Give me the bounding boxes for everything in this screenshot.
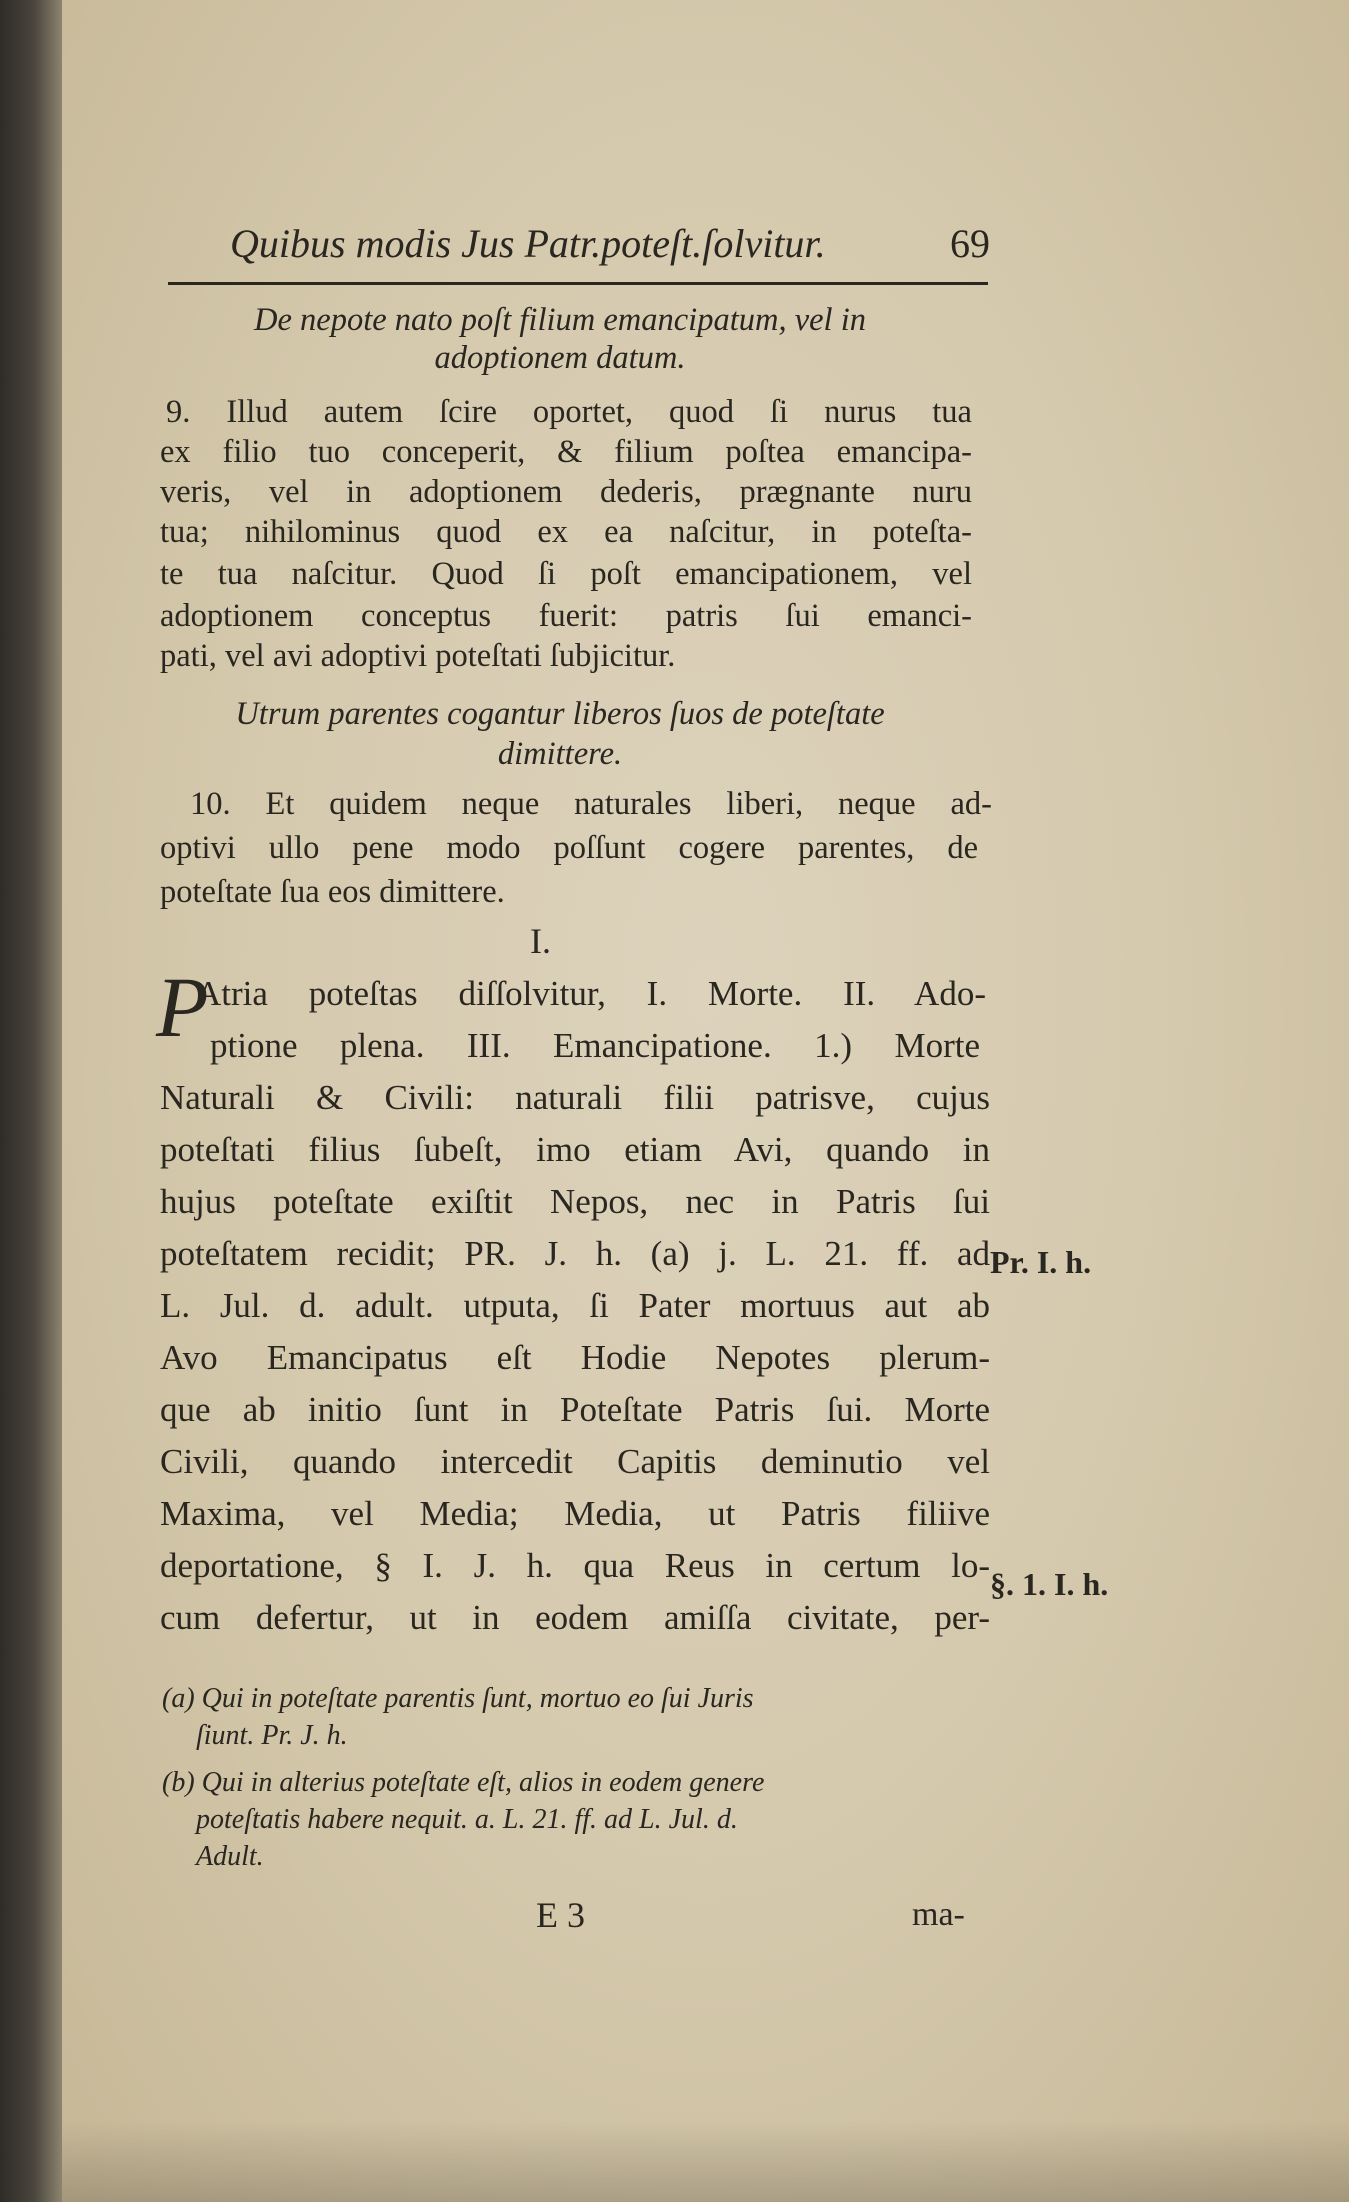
running-title: Quibus modis Jus Patr.poteſt.ſolvitur. — [230, 221, 826, 266]
footnote-line: (a) Qui in poteſtate parentis ſunt, mortuo eo ſui Juris — [162, 1683, 754, 1714]
commentary-line: Avo Emancipatus eſt Hodie Nepotes plerum- — [160, 1338, 990, 1377]
footnote-line: ſiunt. Pr. J. h. — [196, 1720, 348, 1751]
running-header — [230, 220, 990, 278]
commentary-line: Civili, quando intercedit Capitis deminutio vel — [160, 1442, 990, 1481]
footnote-line: poteſtatis habere nequit. a. L. 21. ff. ad L. Jul. d. — [196, 1804, 738, 1835]
commentary-line: Atria poteſtas diſſolvitur, I. Morte. II. Ado- — [196, 974, 986, 1013]
commentary-line: poteſtati filius ſubeſt, imo etiam Avi, quando in — [160, 1130, 990, 1169]
commentary-line: que ab initio ſunt in Poteſtate Patris ſui. Morte — [160, 1390, 990, 1429]
commentary-line: poteſtatem recidit; PR. J. h. (a) j. L. 21. ff. ad — [160, 1234, 990, 1273]
section-heading: De nepote nato poſt filium emancipatum, vel in — [254, 302, 866, 338]
text-line: optivi ullo pene modo poſſunt cogere parentes, de — [160, 830, 978, 866]
footnote-line: (b) Qui in alterius poteſtate eſt, alios in eodem genere — [162, 1767, 765, 1798]
commentary-line: hujus poteſtate exiſtit Nepos, nec in Patris ſui — [160, 1182, 990, 1221]
text-line: pati, vel avi adoptivi poteſtati ſubjicitur. — [160, 638, 676, 674]
text-line: 9. Illud autem ſcire oportet, quod ſi nurus tua — [166, 394, 972, 430]
header-rule — [168, 282, 988, 285]
page-bottom-edge — [62, 2120, 1349, 2202]
signature-mark: E 3 — [536, 1895, 585, 1935]
commentary-numeral: I. — [530, 921, 551, 961]
page-number: 69 — [950, 221, 990, 266]
book-spine-shadow — [0, 0, 62, 2202]
footnote-line: Adult. — [196, 1841, 264, 1872]
text-line: poteſtate ſua eos dimittere. — [160, 874, 505, 910]
commentary-line: Naturali & Civili: naturali filii patrisve, cujus — [160, 1078, 990, 1117]
catchword: ma- — [912, 1896, 965, 1933]
section-heading: dimittere. — [497, 736, 623, 772]
drop-initial: P — [156, 959, 209, 1055]
section-heading: Utrum parentes cogantur liberos ſuos de poteſtate — [235, 696, 885, 732]
commentary-line: ptione plena. III. Emancipatione. 1.) Morte — [210, 1026, 980, 1065]
commentary-line: cum defertur, ut in eodem amiſſa civitate, per- — [160, 1598, 990, 1637]
commentary-line: deportatione, § I. J. h. qua Reus in certum lo- — [160, 1546, 990, 1585]
text-line: adoptionem conceptus fuerit: patris ſui emanci- — [160, 598, 972, 634]
text-line: te tua naſcitur. Quod ſi poſt emancipationem, vel — [160, 556, 972, 592]
commentary-line: L. Jul. d. adult. utputa, ſi Pater mortuus aut ab — [160, 1286, 990, 1325]
text-line: 10. Et quidem neque naturales liberi, neque ad- — [190, 786, 992, 822]
section-heading: adoptionem datum. — [434, 340, 686, 376]
text-line: tua; nihilominus quod ex ea naſcitur, in poteſta- — [160, 514, 972, 550]
text-line: ex filio tuo conceperit, & filium poſtea emancipa- — [160, 434, 972, 470]
text-line: veris, vel in adoptionem dederis, prægnante nuru — [160, 474, 972, 510]
commentary-line: Maxima, vel Media; Media, ut Patris filiive — [160, 1494, 990, 1533]
margin-note: Pr. I. h. — [990, 1244, 1092, 1280]
margin-note: §. 1. I. h. — [990, 1566, 1109, 1602]
